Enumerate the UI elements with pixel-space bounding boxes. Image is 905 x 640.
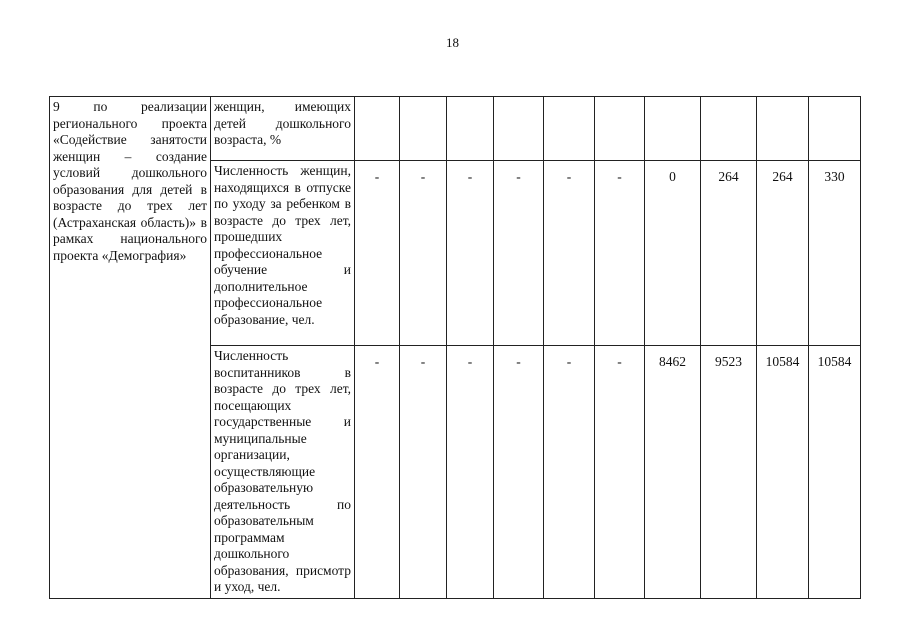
page-number: 18 — [446, 35, 459, 50]
table-body — [50, 97, 861, 599]
indicator-table — [49, 96, 861, 599]
value-cell: 264 — [757, 161, 809, 346]
value-cell: - — [595, 346, 645, 599]
value-cell — [595, 97, 645, 161]
value-cell: - — [595, 161, 645, 346]
value-cell: - — [447, 161, 494, 346]
project-cell: 9 по реализации регионального проекта «Содействие занятости женщин – создание условий дошкольного образования для детей в возрасте до трех лет (Астраханская область)» в рамках национального проекта «Демография» — [50, 97, 211, 599]
value-cell — [447, 97, 494, 161]
value-cell: - — [400, 346, 447, 599]
value-cell: - — [355, 161, 400, 346]
value-cell: - — [400, 161, 447, 346]
value-cell: - — [494, 161, 544, 346]
value-cell: 0 — [645, 161, 701, 346]
value-cell: 10584 — [809, 346, 861, 599]
value-cell: 8462 — [645, 346, 701, 599]
value-cell — [701, 97, 757, 161]
indicator-cell: женщин, имеющих детей дошкольного возраста, % — [211, 97, 355, 161]
value-cell: - — [447, 346, 494, 599]
indicator-cell: Численность воспитанников в возрасте до трех лет, посещающих государственные и муниципальные организации, осуществляющие образовательную деятельность по образовательным программам дошкольного образования, присмотр и уход, чел. — [211, 346, 355, 599]
value-cell — [809, 97, 861, 161]
value-cell — [645, 97, 701, 161]
value-cell: - — [544, 346, 595, 599]
indicator-cell: Численность женщин, находящихся в отпуске по уходу за ребенком в возрасте до трех лет, прошедших профессиональное обучение и дополнительное профессиональное образование, чел. — [211, 161, 355, 346]
value-cell: 330 — [809, 161, 861, 346]
table-row — [50, 97, 861, 161]
value-cell: 10584 — [757, 346, 809, 599]
value-cell: 9523 — [701, 346, 757, 599]
value-cell: - — [494, 346, 544, 599]
value-cell — [757, 97, 809, 161]
value-cell: 264 — [701, 161, 757, 346]
value-cell — [544, 97, 595, 161]
value-cell: - — [544, 161, 595, 346]
value-cell — [494, 97, 544, 161]
value-cell — [355, 97, 400, 161]
value-cell — [400, 97, 447, 161]
value-cell: - — [355, 346, 400, 599]
